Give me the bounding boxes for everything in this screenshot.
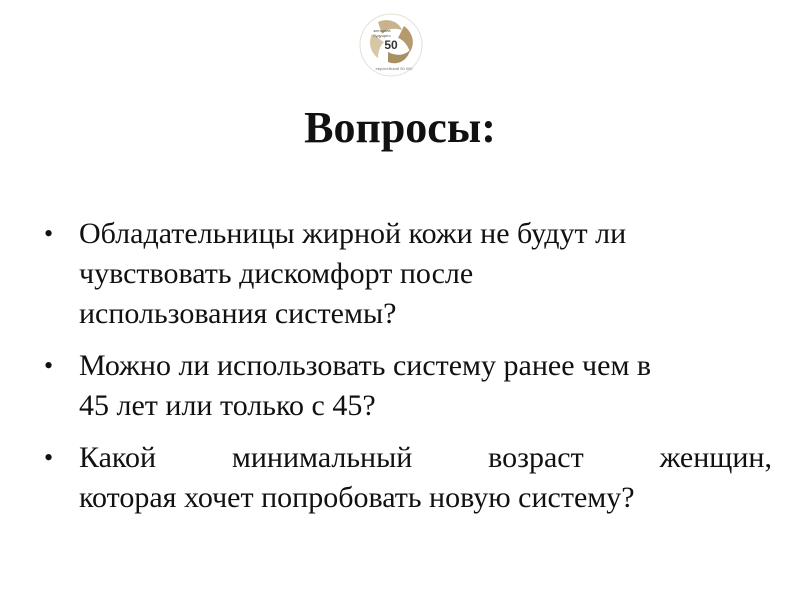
question-3-word-2: минимальный <box>231 441 413 474</box>
question-3-word-4: женщин, <box>659 441 772 474</box>
bullet-icon: • <box>44 443 54 472</box>
question-item-3 <box>44 438 772 518</box>
bullet-icon: • <box>44 351 54 380</box>
slide-title: Вопросы: <box>304 103 496 152</box>
logo-arc-text: европейский 50 000 <box>375 66 413 71</box>
bullet-icon: • <box>44 219 54 248</box>
logo-number: 50 <box>384 38 398 52</box>
question-2-line-2: 45 лет или только с 45? <box>79 389 376 422</box>
question-3-word-1: Какой <box>79 441 157 474</box>
question-item-2 <box>44 346 772 426</box>
anniversary-50-emblem-icon <box>358 12 424 78</box>
question-1-line-2: чувствовать дискомфорт после <box>79 257 474 290</box>
question-3-line-1 <box>79 438 772 478</box>
logo-caption-line-2: будущего <box>373 33 391 38</box>
question-list <box>44 214 772 530</box>
question-1-line-1: Обладательницы жирной кожи не будут ли <box>79 217 627 250</box>
question-2-line-1: Можно ли использовать систему ранее чем в <box>79 349 652 382</box>
question-1-line-3: использования системы? <box>79 297 397 330</box>
logo-caption-line-1: женщина <box>373 28 391 33</box>
anniversary-logo <box>358 12 424 78</box>
question-item-1 <box>44 214 772 334</box>
question-3-line-2: которая хочет попробовать новую систему? <box>79 481 635 514</box>
question-3-word-3: возраст <box>488 441 584 474</box>
